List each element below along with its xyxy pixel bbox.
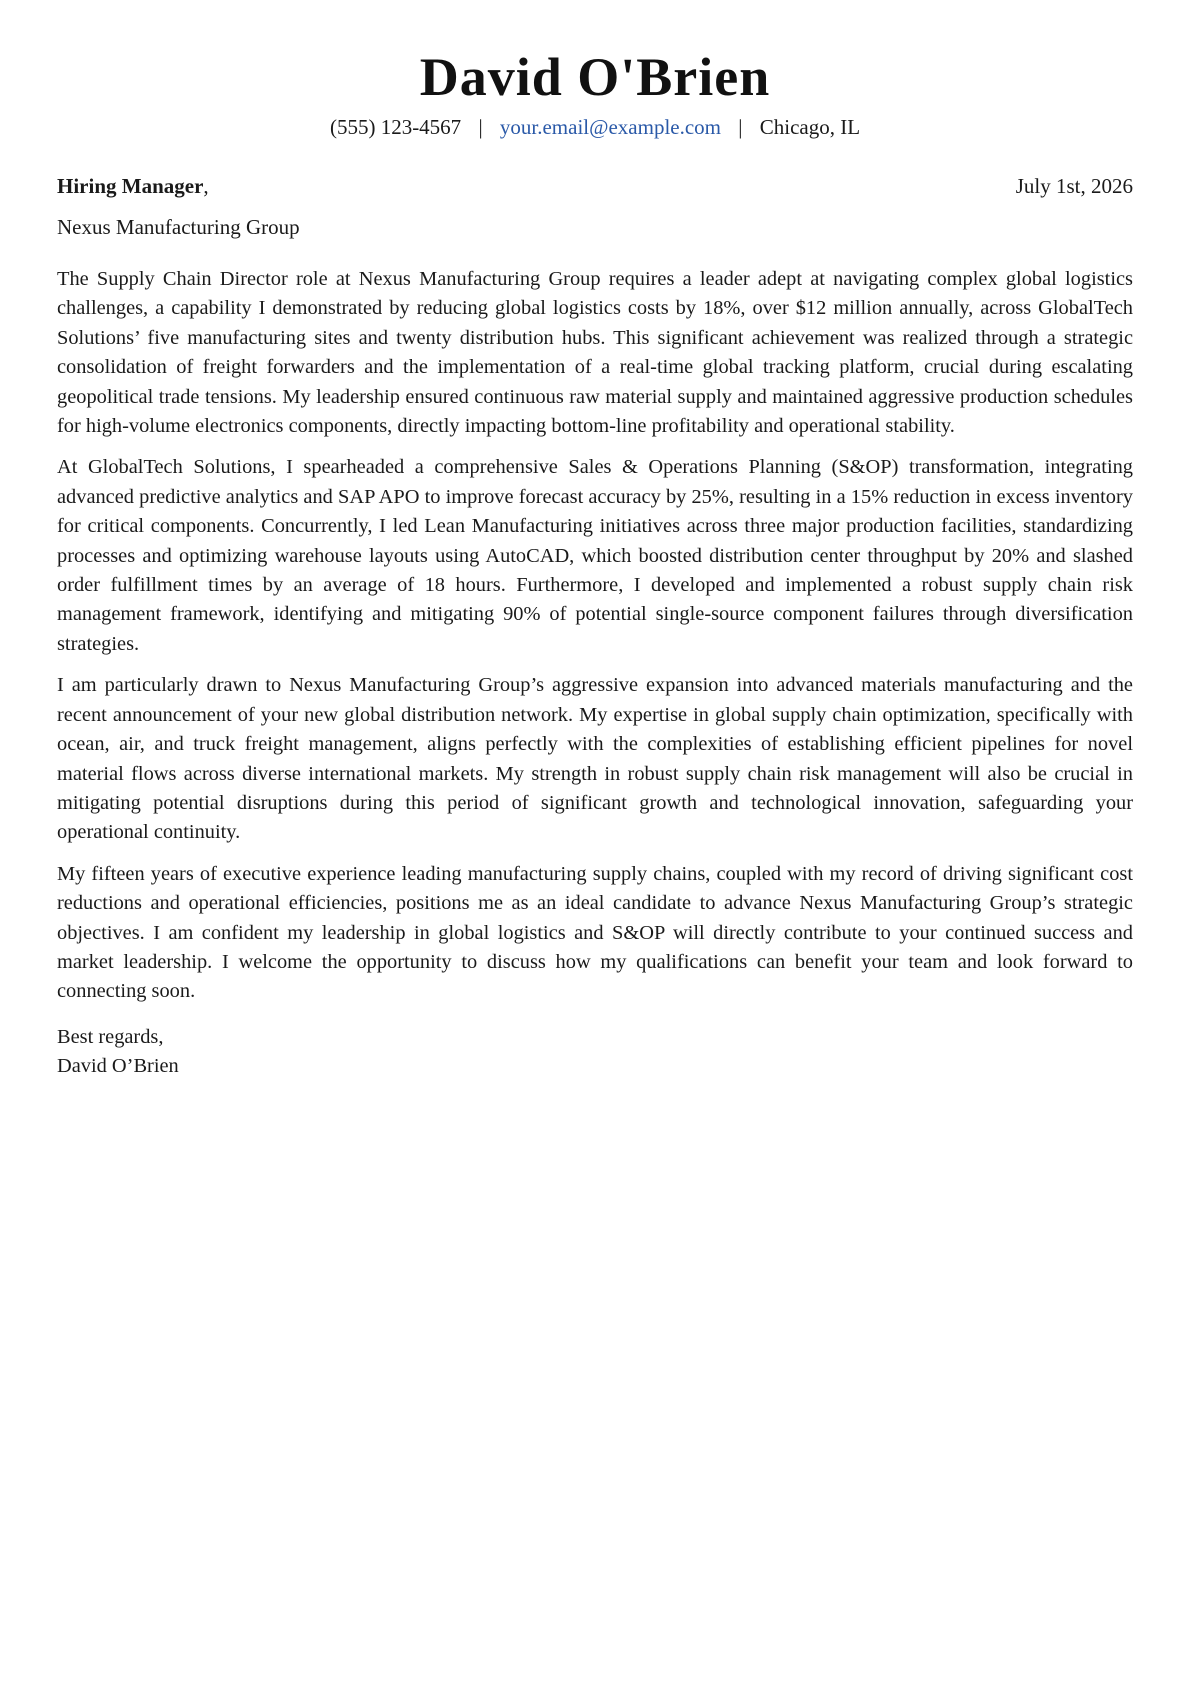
recipient-date-row (57, 171, 1133, 201)
signature-name: David O’Brien (57, 1055, 179, 1078)
recipient-company: Nexus Manufacturing Group (57, 215, 300, 239)
letter-date: July 1st, 2026 (1015, 174, 1133, 198)
phone-number: (555) 123-4567 (329, 115, 462, 139)
cover-letter-page (57, 0, 1133, 1082)
contact-line (57, 112, 1133, 142)
body-paragraph: I am particularly drawn to Nexus Manufacturing Group’s aggressive expansion into advanced materials manufacturing and the recent announcement of your new global distribution network. My expertise in global supply chain optimization, specifically with ocean, air, and truck freight management, aligns perfectly with the complexities of establishing efficient pipelines for novel material flows across diverse international markets. My strength in robust supply chain risk management will also be crucial in mitigating potential disruptions during this period of significant growth and technological innovation, safeguarding your operational continuity. (57, 674, 1133, 844)
recipient-title: Hiring Manager (57, 174, 204, 198)
contact-separator: | (478, 115, 483, 139)
body-paragraph: The Supply Chain Director role at Nexus Manufacturing Group requires a leader adept at navigating complex global logistics challenges, a capability I demonstrated by reducing global logistics costs by 18%, over $12 million annually, across GlobalTech Solutions’ five manufacturing sites and twenty distribution hubs. This significant achievement was realized through a strategic consolidation of freight forwarders and the implementation of a real-time global tracking platform, crucial during escalating geopolitical trade tensions. My leadership ensured continuous raw material supply and maintained aggressive production schedules for high-volume electronics components, directly impacting bottom-line profitability and operational stability. (57, 268, 1133, 438)
valediction: Best regards, (57, 1025, 164, 1048)
body-paragraph: At GlobalTech Solutions, I spearheaded a comprehensive Sales & Operations Planning (S&OP) transformation, integrating advanced predictive analytics and SAP APO to improve forecast accuracy by 25%, resulting in a 15% reduction in excess inventory for critical components. Concurrently, I led Lean Manufacturing initiatives across three major production facilities, standardizing processes and optimizing warehouse layouts using AutoCAD, which boosted distribution center throughput by 20% and slashed order fulfillment times by an average of 18 hours. Furthermore, I developed and implemented a robust supply chain risk management framework, identifying and mitigating 90% of potential single-source component failures through diversification strategies. (57, 456, 1133, 655)
email-link[interactable]: your.email@example.com (499, 115, 722, 139)
contact-separator: | (738, 115, 743, 139)
salutation-comma: , (203, 174, 209, 198)
letter-closing (57, 1023, 1133, 1082)
letter-body (57, 265, 1133, 1007)
applicant-name: David O'Brien (419, 47, 771, 107)
location: Chicago, IL (759, 115, 861, 139)
salutation (57, 171, 209, 201)
body-paragraph: My fifteen years of executive experience leading manufacturing supply chains, coupled with my record of driving significant cost reductions and operational efficiencies, positions me as an ideal candidate to advance Nexus Manufacturing Group’s strategic objectives. I am confident my leadership in global logistics and S&OP will directly contribute to your continued success and market leadership. I welcome the opportunity to discuss how my qualifications can benefit your team and look forward to connecting soon. (57, 862, 1133, 1003)
